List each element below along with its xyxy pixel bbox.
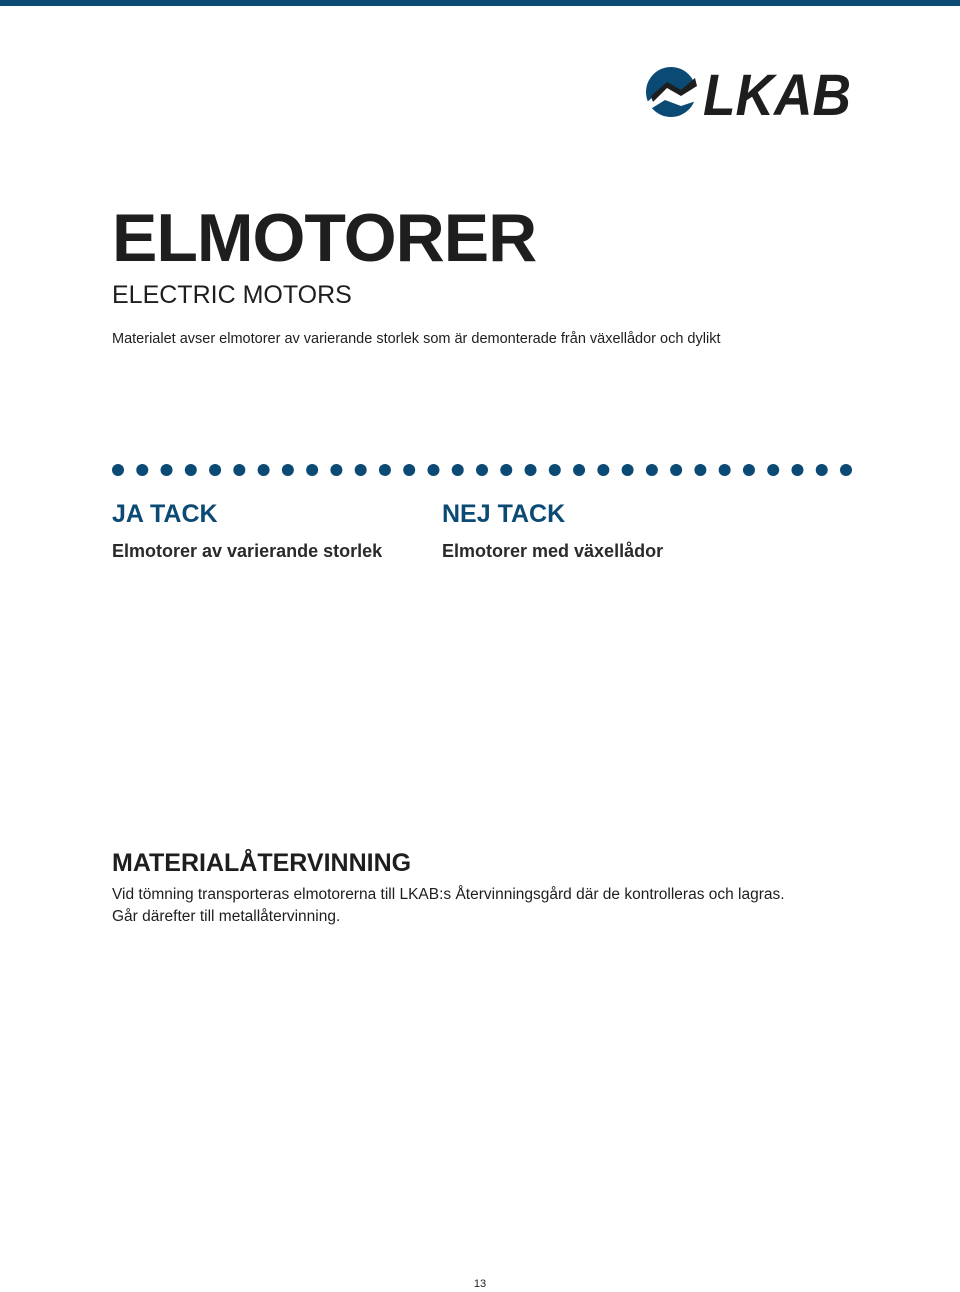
top-accent-bar [0,0,960,6]
logo-text: LKAB [703,66,851,120]
divider-dot [185,464,197,476]
divider-dot [719,464,731,476]
page-number: 13 [473,1278,487,1290]
page-title: ELMOTORER [112,200,537,276]
intro-text: Materialet avser elmotorer av varierande storlek som är demonterade från växellådor och dylikt [112,331,721,347]
recycling-line: Går därefter till metallåtervinning. [112,908,341,925]
divider-dot [452,464,464,476]
divider-dot [500,464,512,476]
divider-dot [840,464,852,476]
dot-divider [112,463,852,477]
divider-dot [403,464,415,476]
divider-dot [282,464,294,476]
divider-dot [306,464,318,476]
accepted-text: Elmotorer av varierande storlek [112,541,383,561]
divider-dot [476,464,488,476]
divider-dot [549,464,561,476]
divider-dot [233,464,245,476]
divider-dot [355,464,367,476]
lkab-mountain-icon [645,66,855,120]
accepted-heading: JA TACK [112,500,218,528]
divider-dot [767,464,779,476]
divider-dot [161,464,173,476]
divider-dot [694,464,706,476]
divider-dot [112,464,124,476]
rejected-text: Elmotorer med växellådor [442,541,664,561]
lkab-logo [645,66,855,120]
divider-dot [646,464,658,476]
divider-dot [622,464,634,476]
divider-dot [330,464,342,476]
accepted-column [112,498,382,562]
divider-dot [209,464,221,476]
divider-dot [379,464,391,476]
divider-dot [525,464,537,476]
divider-dot [816,464,828,476]
divider-dot [791,464,803,476]
divider-dot [670,464,682,476]
divider-dot [136,464,148,476]
divider-dot [597,464,609,476]
rejected-column [442,498,663,562]
divider-dot [573,464,585,476]
rejected-heading: NEJ TACK [442,500,566,528]
page-subtitle: ELECTRIC MOTORS [112,281,352,309]
recycling-heading: MATERIALÅTERVINNING [112,849,412,877]
divider-dot [427,464,439,476]
divider-dot [743,464,755,476]
recycling-line: Vid tömning transporteras elmotorerna till LKAB:s Återvinningsgård där de kontrolleras och lagras. [112,886,785,903]
divider-dot [258,464,270,476]
recycling-text [112,884,932,928]
